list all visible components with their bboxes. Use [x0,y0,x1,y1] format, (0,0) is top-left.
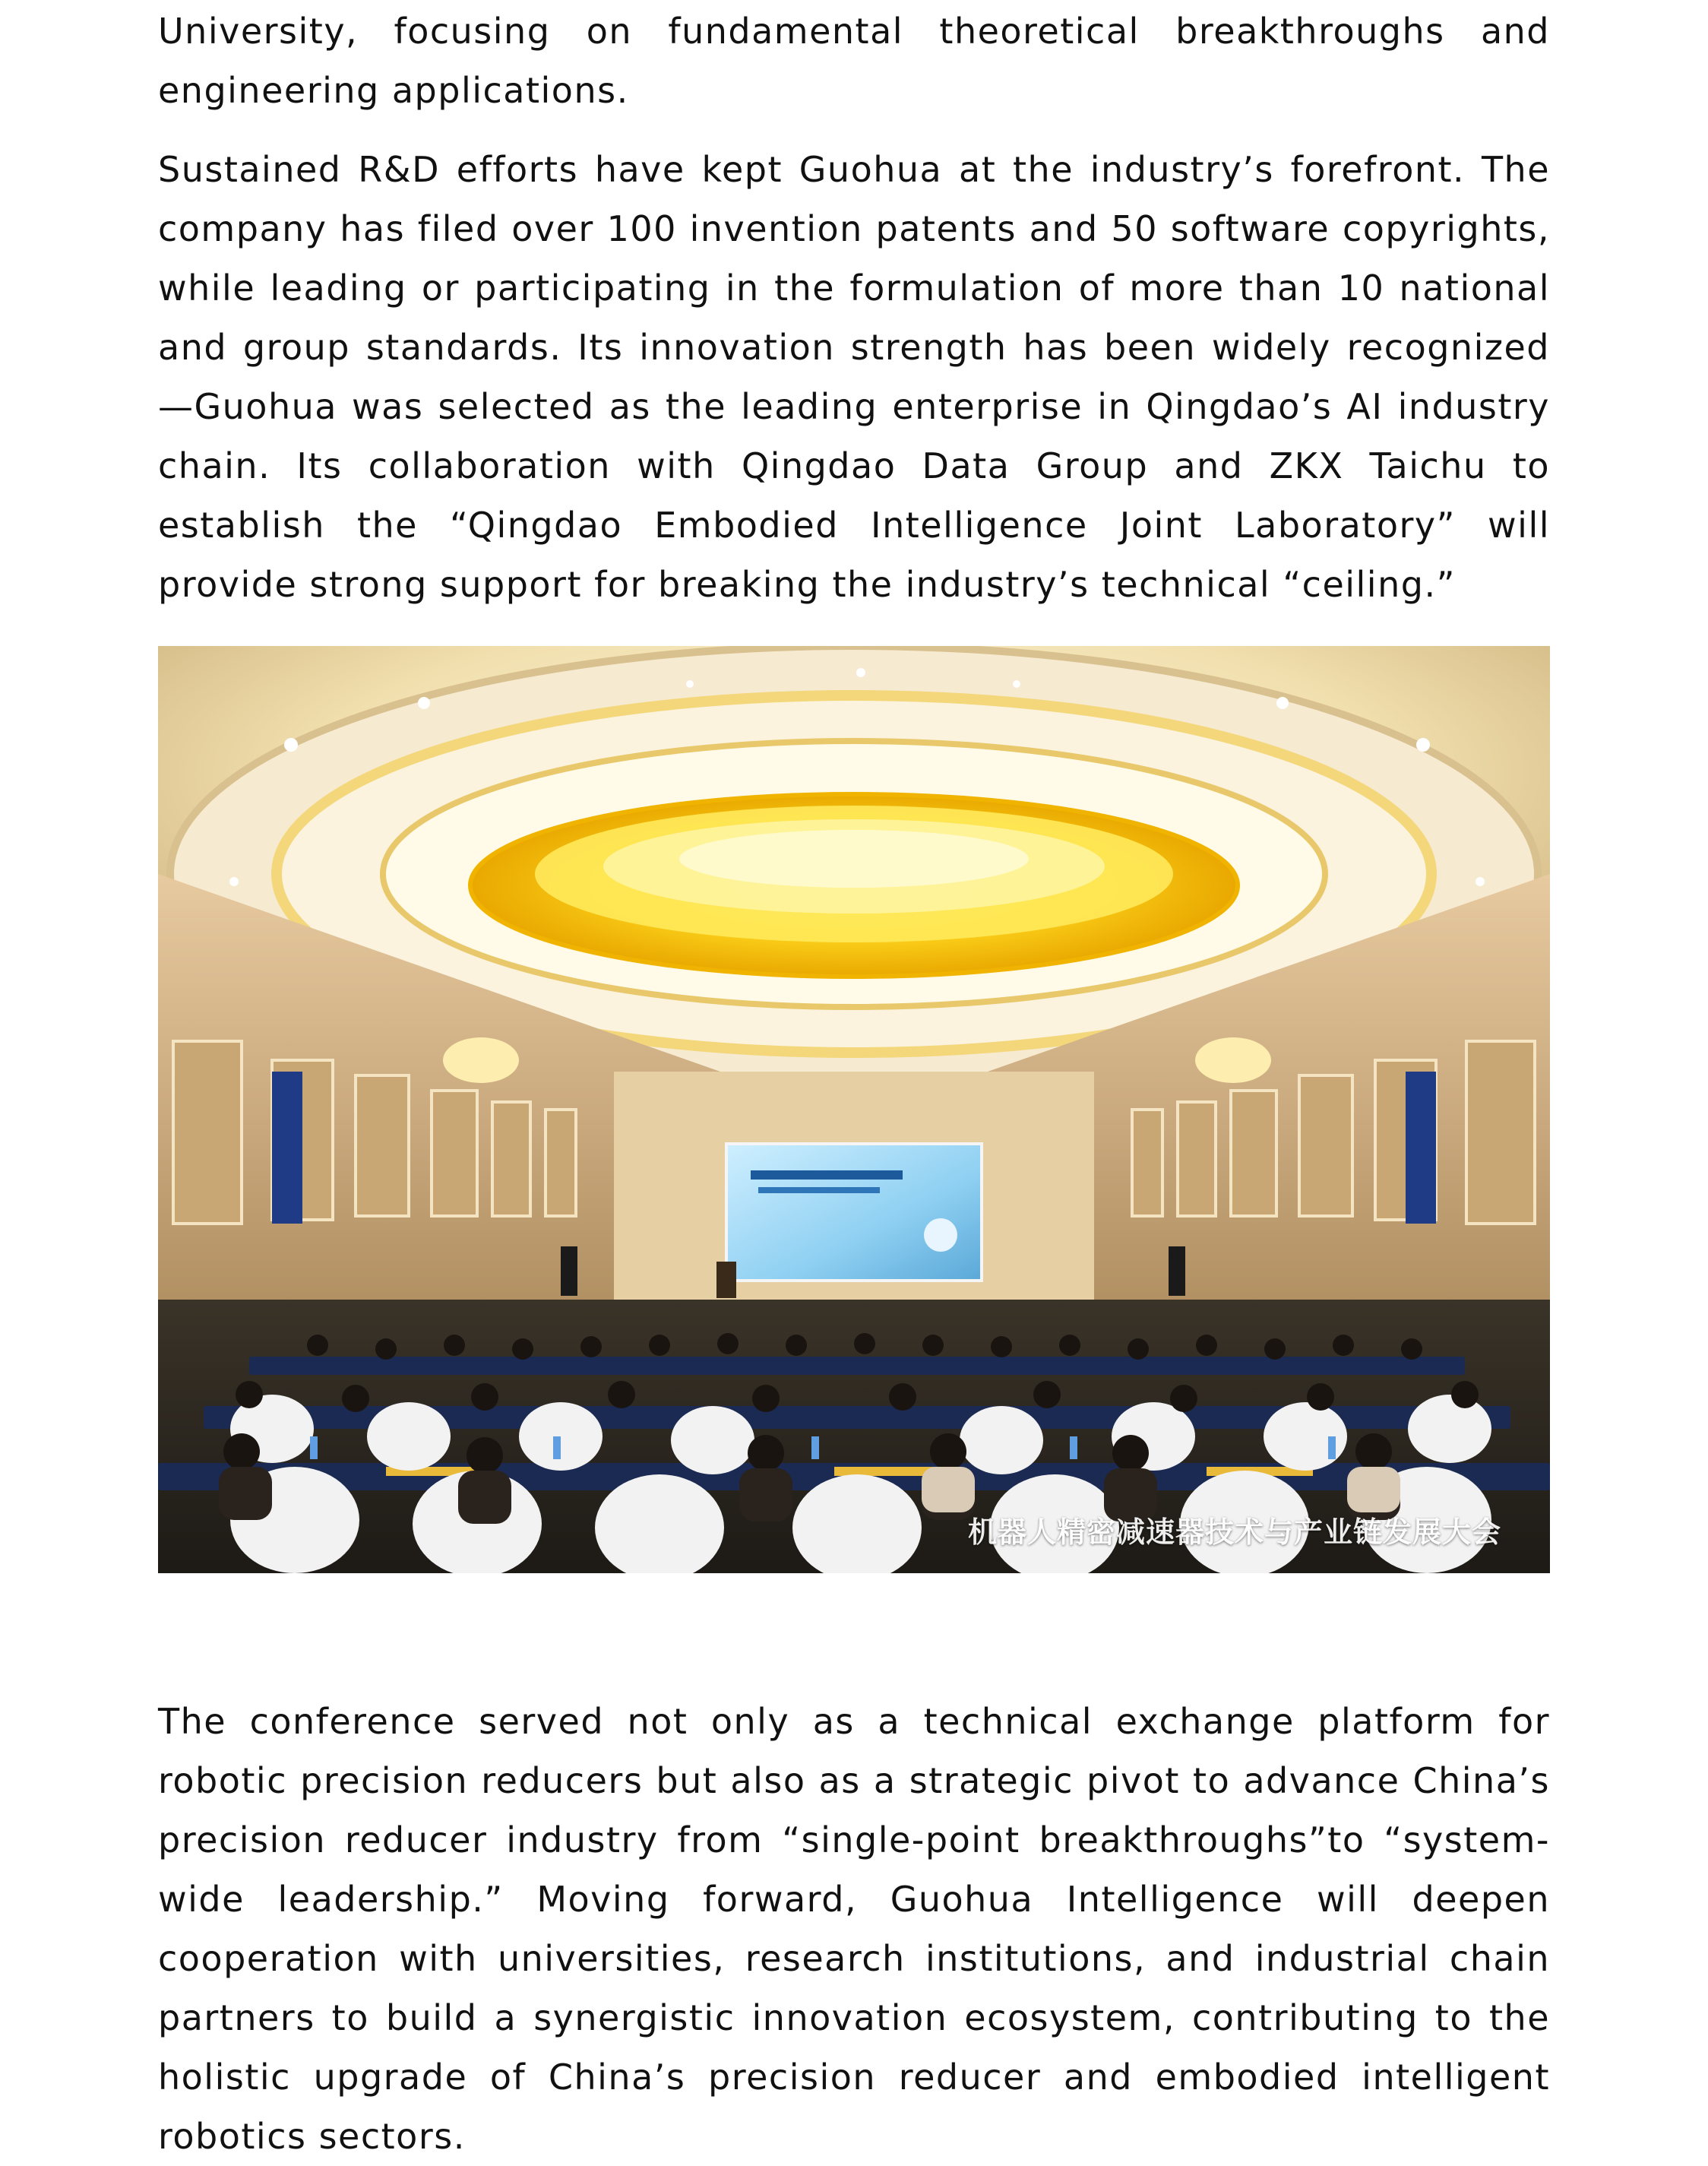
conference-hall-photo [158,646,1550,1573]
article-paragraph: The conference served not only as a technical exchange platform for robotic precision reducers but also as a strategic pivot to advance China’s precision reducer industry from “single-point breakthroughs”to “system-wide leadership.” Moving forward, Guohua Intelligence will deepen cooperation with universities, research institutions, and industrial chain partners to build a synergistic innovation ecosystem, contributing to the holistic upgrade of China’s precision reducer and embodied intelligent robotics sectors. [158,1701,1550,2157]
conference-hall-illustration [158,646,1550,1573]
photo-caption: 机器人精密减速器技术与产业链发展大会 [967,1515,1501,1549]
article-paragraph: University, focusing on fundamental theoretical breakthroughs and engineering applications. [158,11,1550,111]
article-paragraph: Sustained R&D efforts have kept Guohua at the industry’s forefront. The company has filed over 100 invention patents and 50 software copyrights, while leading or participating in the formulation of more than 10 national and group standards. Its innovation strength has been widely recognized—Guohua was selected as the leading enterprise in Qingdao’s AI industry chain. Its collaboration with Qingdao Data Group and ZKX Taichu to establish the “Qingdao Embodied Intelligence Joint Laboratory” will provide strong support for breaking the industry’s technical “ceiling.” [158,149,1550,605]
